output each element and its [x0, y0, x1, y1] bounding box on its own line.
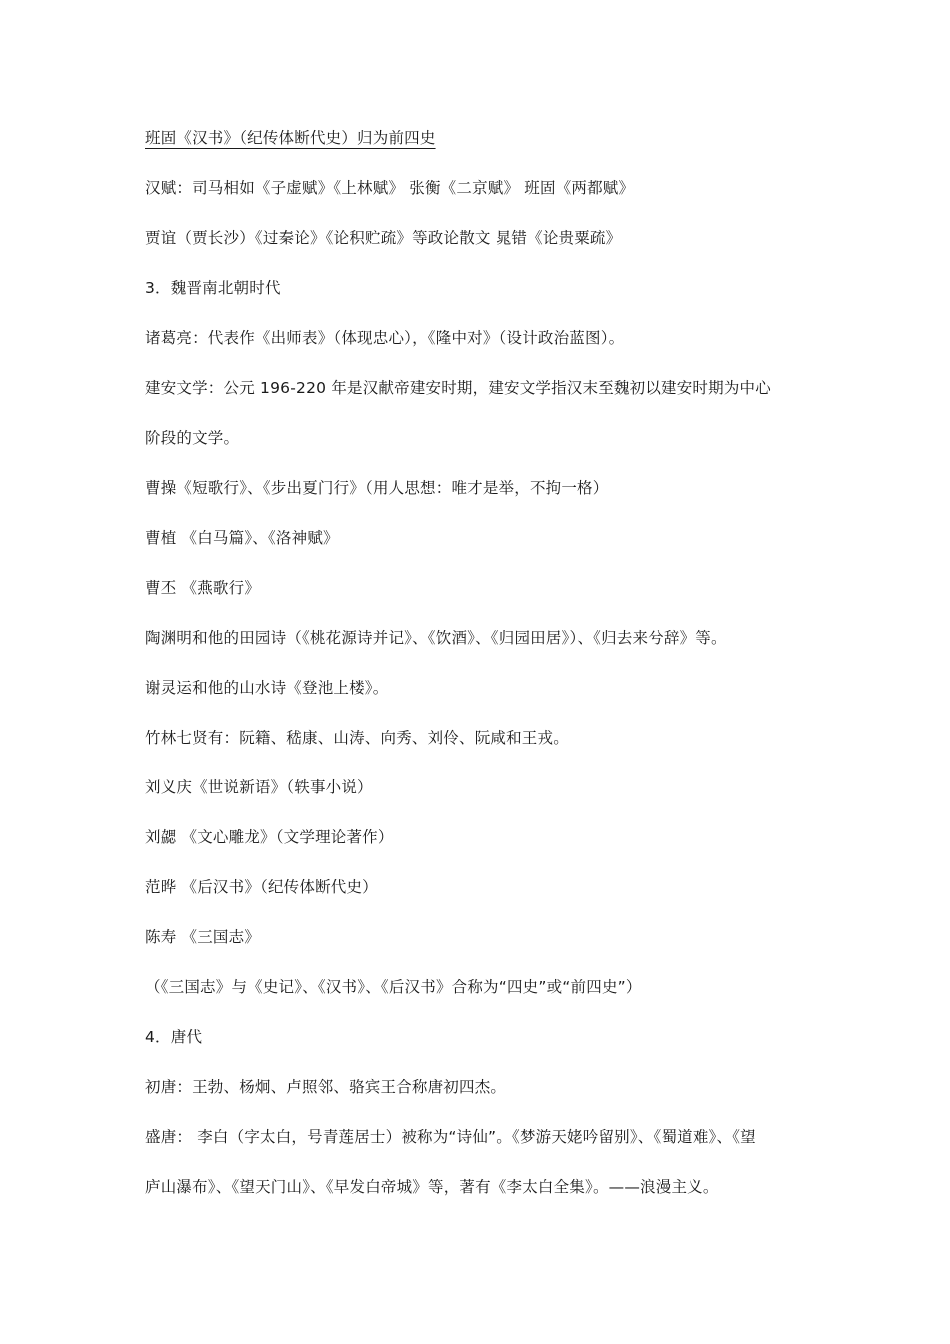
text-line-xie-lingyun: 谢灵运和他的山水诗《登池上楼》。 [145, 679, 389, 697]
text-line-zhulin-qixian: 竹林七贤有：阮籍、嵇康、山涛、向秀、刘伶、阮咸和王戎。 [145, 729, 569, 747]
text-line-liu-yiqing: 刘义庆《世说新语》（轶事小说） [145, 778, 373, 796]
text-line-cao-cao: 曹操《短歌行》、《步出夏门行》（用人思想：唯才是举，不拘一格） [145, 479, 609, 497]
section-heading-tang: 4．唐代 [145, 1028, 203, 1046]
text-line-han-fu: 汉赋：司马相如《子虚赋》《上林赋》 张衡《二京赋》 班固《两都赋》 [145, 179, 635, 197]
text-line-si-shi: （《三国志》与《史记》、《汉书》、《后汉书》合称为“四史”或“前四史”） [145, 978, 642, 996]
text-line-ban-gu-han-shu: 班固《汉书》（纪传体断代史）归为前四史 [145, 129, 436, 147]
text-line-sheng-tang-2: 庐山瀑布》、《望天门山》、《早发白帝城》等，著有《李太白全集》。——浪漫主义。 [145, 1178, 719, 1196]
text-line-jia-yi: 贾谊（贾长沙）《过秦论》《论积贮疏》等政论散文 晁错《论贵粟疏》 [145, 229, 622, 247]
text-line-chu-tang: 初唐：王勃、杨炯、卢照邻、骆宾王合称唐初四杰。 [145, 1078, 507, 1096]
text-line-cao-zhi: 曹植 《白马篇》、《洛神赋》 [145, 529, 339, 547]
text-line-fan-ye: 范晔 《后汉书》（纪传体断代史） [145, 878, 378, 896]
text-line-tao-yuanming: 陶渊明和他的田园诗（《桃花源诗并记》、《饮酒》、《归园田居》）、《归去来兮辞》等。 [145, 629, 727, 647]
text-line-jian-an-2: 阶段的文学。 [145, 429, 240, 447]
text-line-jian-an-1: 建安文学：公元 196-220 年是汉献帝建安时期，建安文学指汉末至魏初以建安时期为中心 [145, 379, 771, 397]
text-line-chen-shou: 陈寿 《三国志》 [145, 928, 261, 946]
text-line-cao-pi: 曹丕 《燕歌行》 [145, 579, 261, 597]
text-line-sheng-tang-1: 盛唐： 李白（字太白，号青莲居士）被称为“诗仙”。《梦游天姥吟留别》、《蜀道难》、《望 [145, 1128, 756, 1146]
text-line-liu-xie: 刘勰 《文心雕龙》（文学理论著作） [145, 828, 394, 846]
section-heading-wei-jin: 3．魏晋南北朝时代 [145, 279, 281, 297]
text-line-zhuge-liang: 诸葛亮：代表作《出师表》（体现忠心），《隆中对》（设计政治蓝图）。 [145, 329, 625, 347]
